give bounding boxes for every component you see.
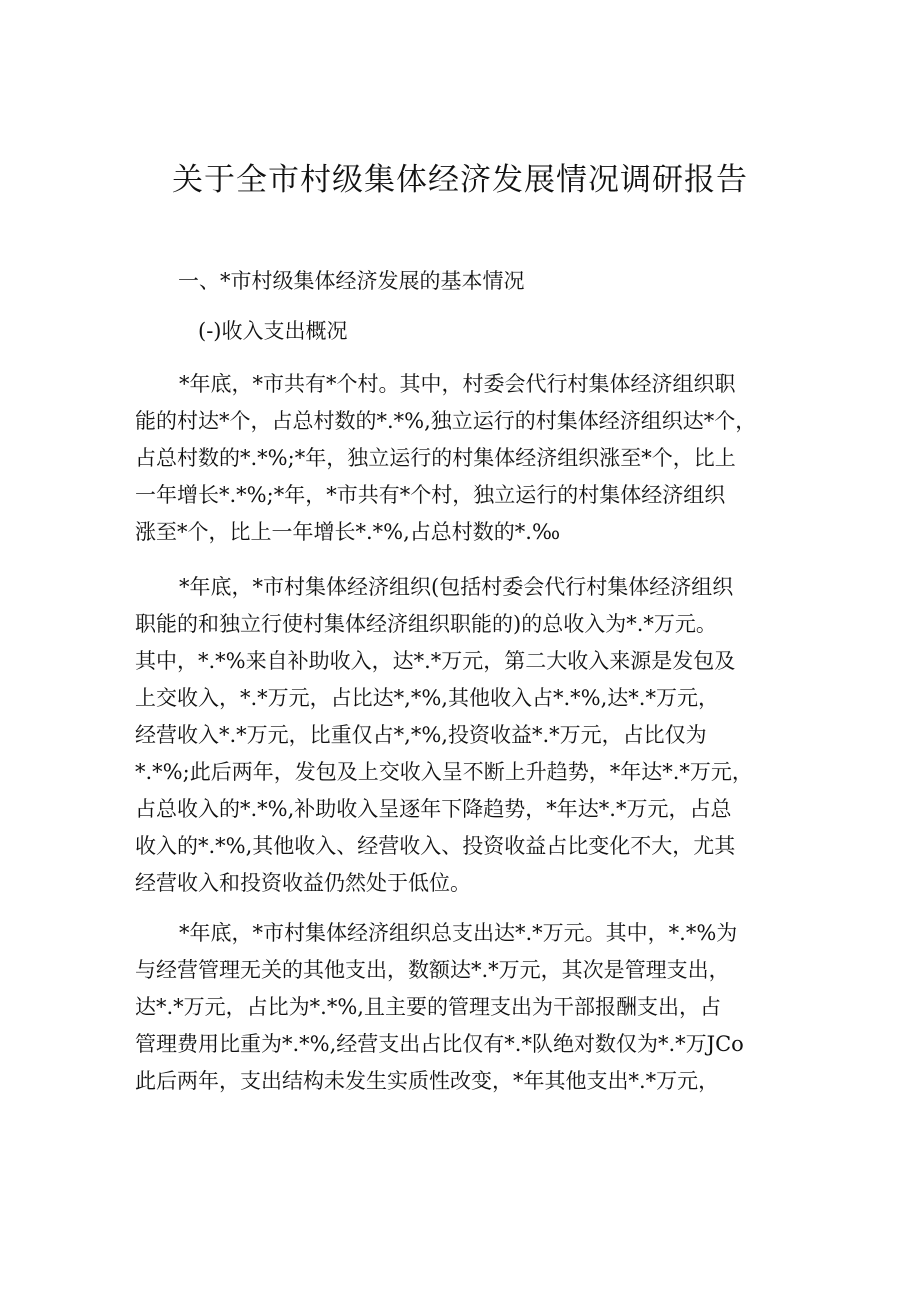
paragraph-line: 其中，*.*%来自补助收入，达*.*万元，第二大收入来源是发包及 [135,649,736,673]
document-title: 关于全市村级集体经济发展情况调研报告 [172,162,748,198]
section-heading: 一、*市村级集体经济发展的基本情况 [178,269,525,293]
paragraph-line: 经营收入*.*万元，比重仅占*,*%,投资收益*.*万元，占比仅为 [135,723,707,747]
paragraph-line: *年底，*市共有*个村。其中，村委会代行村集体经济组织职 [179,372,736,396]
paragraph-1 [135,366,800,551]
paragraph-line: *年底，*市村集体经济组织(包括村委会代行村集体经济组织 [179,575,734,599]
paragraph-line: 此后两年，支出结构未发生实质性改变，*年其他支出*.*万元， [135,1069,720,1093]
paragraph-line: 占总村数的*.*%;*年，独立运行的村集体经济组织涨至*个，比上 [135,446,736,470]
paragraph-line: 占总收入的*.*%,补助收入呈逐年下降趋势，*年达*.*万元，占总 [135,797,732,821]
paragraph-2 [135,569,800,902]
paragraph-line: 经营收入和投资收益仍然处于低位。 [135,871,471,895]
paragraph-line: *年底，*市村集体经济组织总支出达*.*万元。其中，*.*%为 [179,921,738,945]
paragraph-line: 管理费用比重为*.*%,经营支出占比仅有*.*队绝对数仅为*.*万JCo [135,1032,744,1056]
paragraph-line: 能的村达*个，占总村数的*.*%,独立运行的村集体经济组织达*个， [135,409,757,433]
paragraph-line: 一年增长*.*%;*年，*市共有*个村，独立运行的村集体经济组织 [135,483,726,507]
paragraph-line: *.*%;此后两年，发包及上交收入呈不断上升趋势，*年达*.*万元， [135,760,753,784]
paragraph-line: 职能的和独立行使村集体经济组织职能的)的总收入为*.*万元。 [135,612,717,636]
paragraph-line: 收入的*.*%,其他收入、经营收入、投资收益占比变化不大，尤其 [135,834,736,858]
paragraph-line: 上交收入，*.*万元，占比达*,*%,其他收入占*.*%,达*.*万元， [135,686,719,710]
paragraph-3 [135,915,800,1100]
paragraph-line: 涨至*个，比上一年增长*.*%,占总村数的*.‰ [135,520,561,544]
subsection-heading: (-)收入支出概况 [198,319,348,343]
paragraph-line: 与经营管理无关的其他支出，数额达*.*万元，其次是管理支出， [135,958,730,982]
paragraph-line: 达*.*万元，占比为*.*%,且主要的管理支出为干部报酬支出，占 [135,995,721,1019]
